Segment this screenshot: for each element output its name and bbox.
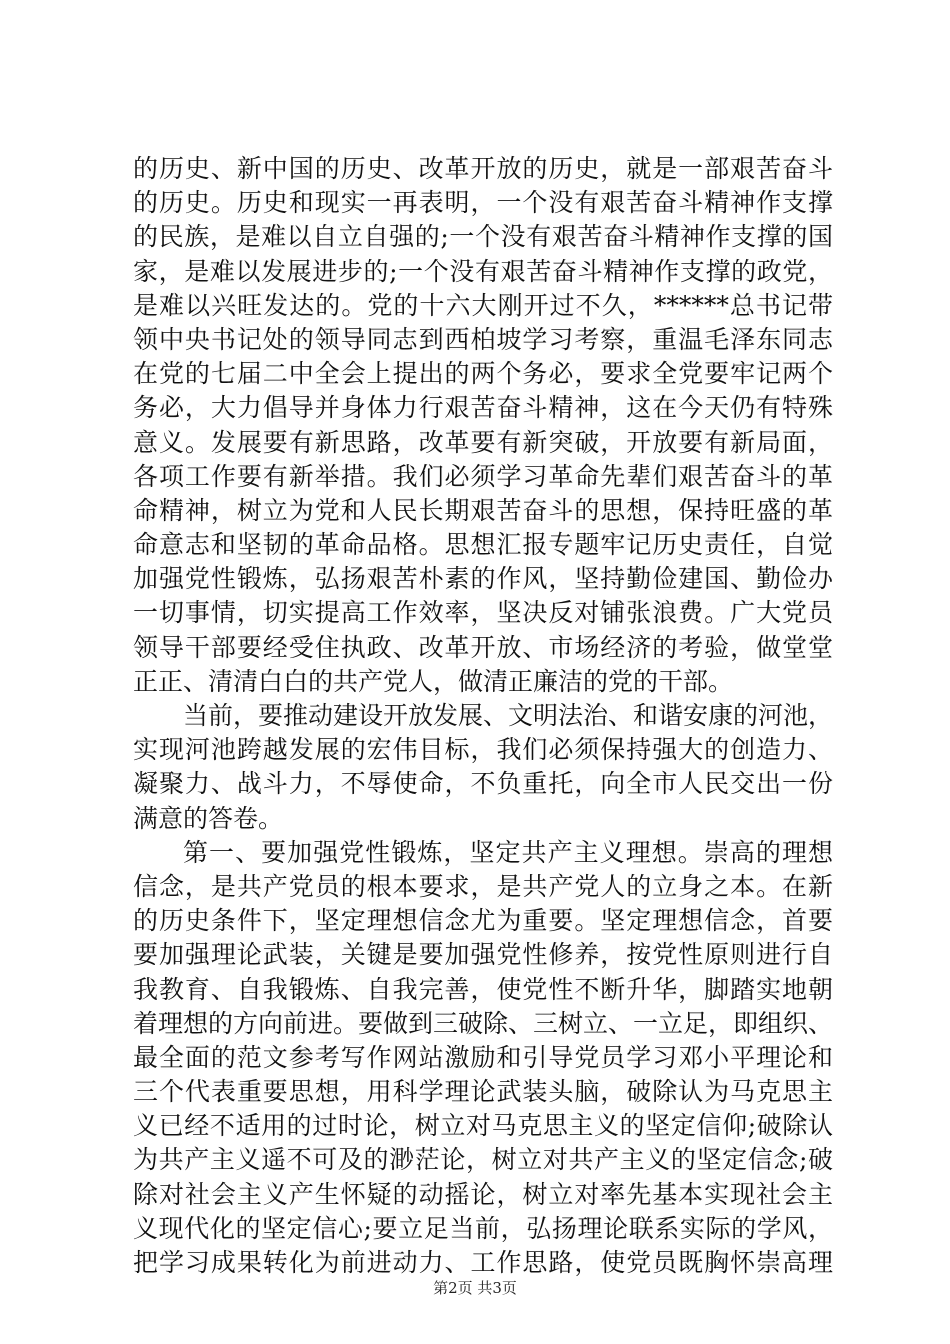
text-line: 一切事情，切实提高工作效率，坚决反对铺张浪费。广大党员 bbox=[133, 598, 833, 628]
text-line: 第一、要加强党性锻炼，坚定共产主义理想。崇高的理想 bbox=[183, 837, 833, 867]
text-line: 我教育、自我锻炼、自我完善，使党性不断升华，脚踏实地朝 bbox=[133, 974, 833, 1004]
text-line: 满意的答卷。 bbox=[133, 803, 284, 833]
text-line: 为共产主义遥不可及的渺茫论，树立对共产主义的坚定信念;破 bbox=[133, 1145, 833, 1175]
text-line: 在党的七届二中全会上提出的两个务必，要求全党要牢记两个 bbox=[133, 359, 833, 389]
text-line: 信念，是共产党员的根本要求，是共产党人的立身之本。在新 bbox=[133, 871, 833, 901]
text-line: 命精神，树立为党和人民长期艰苦奋斗的思想，保持旺盛的革 bbox=[133, 495, 833, 525]
text-line: 要加强理论武装，关键是要加强党性修养，按党性原则进行自 bbox=[133, 940, 833, 970]
text-line: 意义。发展要有新思路，改革要有新突破，开放要有新局面， bbox=[133, 427, 833, 457]
text-line: 加强党性锻炼，弘扬艰苦朴素的作风，坚持勤俭建国、勤俭办 bbox=[133, 564, 833, 594]
paragraph bbox=[133, 699, 833, 836]
text-line: 的历史条件下，坚定理想信念尤为重要。坚定理想信念，首要 bbox=[133, 906, 833, 936]
text-line: 当前，要推动建设开放发展、文明法治、和谐安康的河池， bbox=[183, 701, 834, 730]
text-line: 的民族，是难以自立自强的;一个没有艰苦奋斗精神作支撑的国 bbox=[133, 222, 833, 252]
text-line: 的历史。历史和现实一再表明，一个没有艰苦奋斗精神作支撑 bbox=[133, 188, 833, 218]
paragraph bbox=[133, 152, 833, 699]
text-line: 义现代化的坚定信心;要立足当前，弘扬理论联系实际的学风， bbox=[133, 1213, 833, 1243]
paragraph bbox=[133, 836, 833, 1280]
text-line: 各项工作要有新举措。我们必须学习革命先辈们艰苦奋斗的革 bbox=[133, 461, 833, 491]
text-line: 领中央书记处的领导同志到西柏坡学习考察，重温毛泽东同志 bbox=[133, 324, 833, 354]
text-line: 是难以兴旺发达的。党的十六大刚开过不久，******总书记带 bbox=[133, 290, 833, 320]
text-line: 着理想的方向前进。要做到三破除、三树立、一立足，即组织、 bbox=[133, 1008, 834, 1038]
text-line: 家，是难以发展进步的;一个没有艰苦奋斗精神作支撑的政党， bbox=[133, 256, 833, 286]
text-line: 义已经不适用的过时论，树立对马克思主义的坚定信仰;破除认 bbox=[133, 1111, 833, 1141]
text-line: 领导干部要经受住执政、改革开放、市场经济的考验，做堂堂 bbox=[133, 632, 833, 662]
text-line: 务必，大力倡导并身体力行艰苦奋斗精神，这在今天仍有特殊 bbox=[133, 393, 833, 423]
page-footer: 第2页 共3页 bbox=[433, 1279, 517, 1297]
text-line: 把学习成果转化为前进动力、工作思路，使党员既胸怀崇高理 bbox=[133, 1248, 833, 1277]
text-line: 三个代表重要思想，用科学理论武装头脑，破除认为马克思主 bbox=[133, 1077, 833, 1107]
text-line: 的历史、新中国的历史、改革开放的历史，就是一部艰苦奋斗 bbox=[133, 154, 833, 183]
text-line: 正正、清清白白的共产党人，做清正廉洁的党的干部。 bbox=[133, 666, 734, 696]
text-line: 最全面的范文参考写作网站激励和引导党员学习邓小平理论和 bbox=[133, 1042, 833, 1072]
text-line: 除对社会主义产生怀疑的动摇论，树立对率先基本实现社会主 bbox=[133, 1179, 833, 1209]
text-line: 凝聚力、战斗力，不辱使命，不负重托，向全市人民交出一份 bbox=[133, 769, 833, 799]
text-line: 命意志和坚韧的革命品格。思想汇报专题牢记历史责任，自觉 bbox=[133, 530, 833, 560]
document-body bbox=[133, 152, 833, 1280]
text-line: 实现河池跨越发展的宏伟目标，我们必须保持强大的创造力、 bbox=[133, 735, 833, 765]
